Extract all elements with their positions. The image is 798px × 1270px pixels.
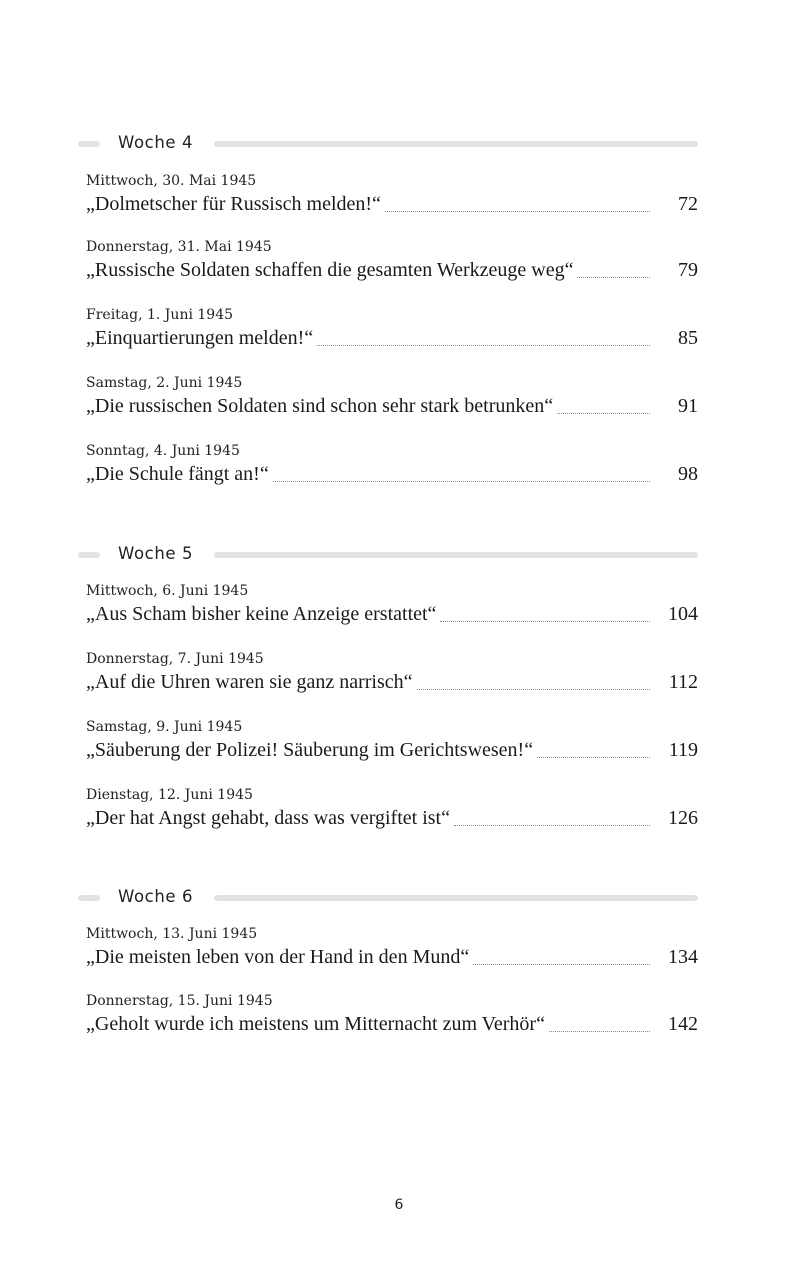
dot-leader (273, 481, 650, 482)
page-number: 6 (394, 1197, 404, 1213)
entry-page-number: 72 (678, 193, 698, 215)
entry-date: Sonntag, 4. Juni 1945 (86, 443, 240, 459)
week-header (78, 133, 698, 157)
entry-date: Donnerstag, 7. Juni 1945 (86, 651, 264, 667)
dot-leader (557, 413, 650, 414)
entry-page-number: 79 (678, 259, 698, 281)
entry-title: „Säuberung der Polizei! Säuberung im Gerichtswesen!“ (86, 739, 534, 761)
entry-date: Samstag, 9. Juni 1945 (86, 719, 243, 735)
entry-title: „Dolmetscher für Russisch melden!“ (86, 193, 381, 215)
entry-title: „Einquartierungen melden!“ (86, 327, 314, 349)
entry-title: „Die Schule fängt an!“ (86, 463, 269, 485)
week-header (78, 544, 698, 568)
header-bar-right (214, 552, 698, 558)
entry-title: „Aus Scham bisher keine Anzeige erstattet“ (86, 603, 437, 625)
entry-page-number: 85 (678, 327, 698, 349)
toc-entry[interactable] (86, 375, 698, 417)
week-section (78, 544, 698, 568)
toc-entry[interactable] (86, 651, 698, 693)
entry-title: „Die russischen Soldaten sind schon sehr stark betrunken“ (86, 395, 554, 417)
dot-leader (385, 211, 650, 212)
entry-date: Mittwoch, 30. Mai 1945 (86, 173, 257, 189)
toc-entry[interactable] (86, 239, 698, 281)
week-header (78, 887, 698, 911)
entry-page-number: 91 (678, 395, 698, 417)
week-title: Woche 4 (118, 133, 194, 152)
entry-date: Donnerstag, 31. Mai 1945 (86, 239, 272, 255)
dot-leader (473, 964, 650, 965)
entry-date: Samstag, 2. Juni 1945 (86, 375, 243, 391)
entry-date: Mittwoch, 6. Juni 1945 (86, 583, 249, 599)
dot-leader (417, 689, 650, 690)
week-title: Woche 6 (118, 887, 194, 906)
dot-leader (577, 277, 650, 278)
entry-title: „Die meisten leben von der Hand in den Mund“ (86, 946, 470, 968)
dot-leader (317, 345, 650, 346)
entry-page-number: 142 (668, 1013, 698, 1035)
entry-page-number: 98 (678, 463, 698, 485)
entry-page-number: 112 (668, 671, 698, 693)
dot-leader (454, 825, 650, 826)
dot-leader (440, 621, 650, 622)
dot-leader (549, 1031, 650, 1032)
entry-title: „Der hat Angst gehabt, dass was vergiftet ist“ (86, 807, 450, 829)
toc-entry[interactable] (86, 993, 698, 1035)
entry-page-number: 104 (668, 603, 698, 625)
entry-date: Freitag, 1. Juni 1945 (86, 307, 234, 323)
week-section (78, 133, 698, 157)
entry-title: „Geholt wurde ich meistens um Mitternacht zum Verhör“ (86, 1013, 545, 1035)
header-bar-right (214, 895, 698, 901)
entry-title: „Russische Soldaten schaffen die gesamten Werkzeuge weg“ (86, 259, 574, 281)
entry-page-number: 126 (668, 807, 698, 829)
entry-date: Mittwoch, 13. Juni 1945 (86, 926, 258, 942)
entry-page-number: 134 (668, 946, 698, 968)
toc-entry[interactable] (86, 307, 698, 349)
toc-entry[interactable] (86, 926, 698, 968)
header-bar-left (78, 552, 100, 558)
header-bar-left (78, 895, 100, 901)
entry-date: Dienstag, 12. Juni 1945 (86, 787, 253, 803)
toc-entry[interactable] (86, 583, 698, 625)
toc-entry[interactable] (86, 443, 698, 485)
toc-entry[interactable] (86, 787, 698, 829)
header-bar-right (214, 141, 698, 147)
week-title: Woche 5 (118, 544, 194, 563)
dot-leader (537, 757, 650, 758)
entry-page-number: 119 (668, 739, 698, 761)
header-bar-left (78, 141, 100, 147)
toc-entry[interactable] (86, 173, 698, 215)
toc-entry[interactable] (86, 719, 698, 761)
week-section (78, 887, 698, 911)
entry-date: Donnerstag, 15. Juni 1945 (86, 993, 273, 1009)
entry-title: „Auf die Uhren waren sie ganz narrisch“ (86, 671, 413, 693)
